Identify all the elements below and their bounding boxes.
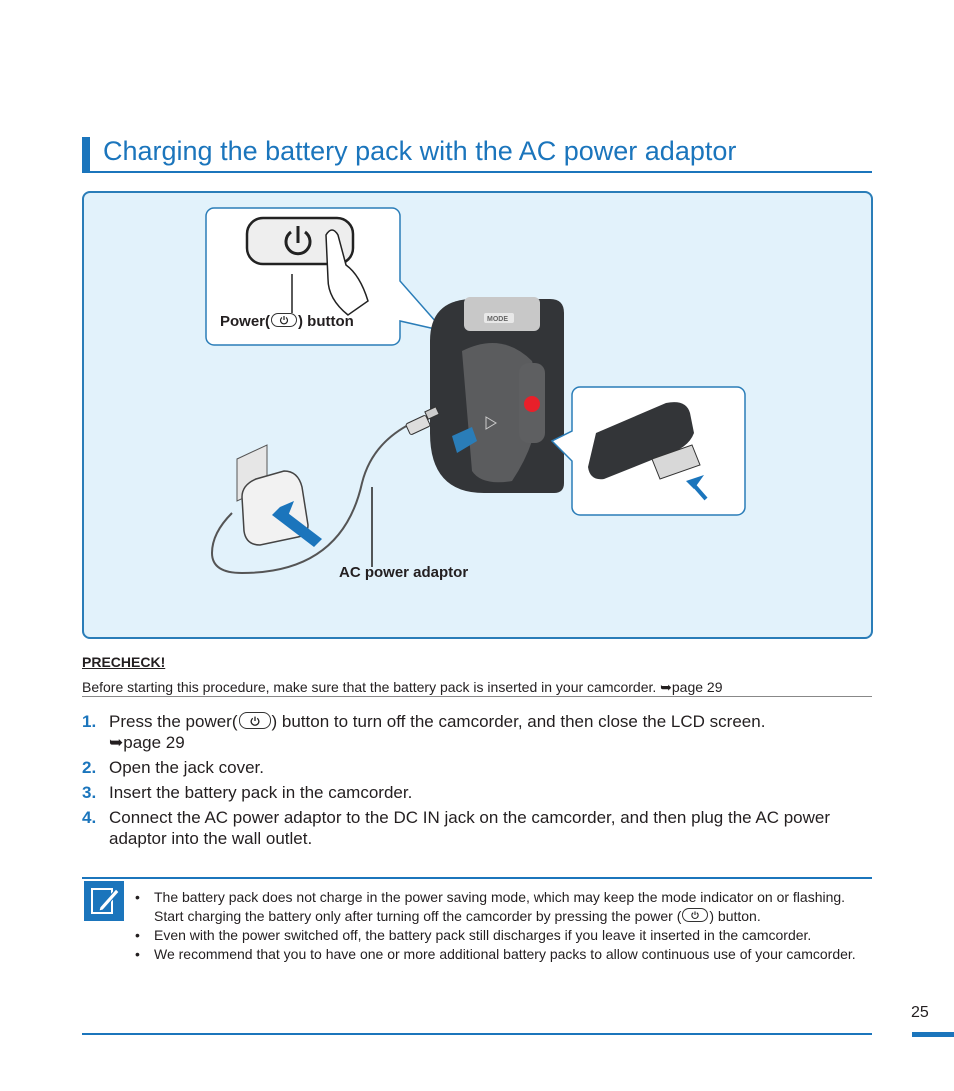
list-item: 4. Connect the AC power adaptor to the DC IN jack on the camcorder, and then plug the AC power adaptor into the wall outlet. xyxy=(82,808,831,848)
list-item: • We recommend that you to have one or more additional battery packs to allow continuous use of your camcorder. xyxy=(133,945,871,964)
charging-illustration xyxy=(82,191,872,637)
power-icon-inline xyxy=(271,313,297,327)
precheck-divider xyxy=(82,696,872,697)
notes-top-rule xyxy=(82,877,872,879)
notes-bottom-rule xyxy=(82,1033,872,1035)
list-item: 3. Insert the battery pack in the camcorder. xyxy=(82,783,413,802)
battery-inset-callout xyxy=(552,387,745,515)
power-icon-inline xyxy=(239,712,271,729)
steps-list xyxy=(82,711,872,853)
mode-label: MODE xyxy=(487,316,508,323)
ac-adaptor-icon xyxy=(237,445,322,547)
note-pencil-icon xyxy=(84,881,124,921)
page-reference: ➥page 29 xyxy=(109,733,185,752)
list-item: 1. Press the power( ) button to turn off the camcorder, and then close the LCD screen. ➥page 29 xyxy=(82,712,766,752)
camcorder-icon xyxy=(430,297,564,493)
page-title: Charging the battery pack with the AC power adaptor xyxy=(103,136,737,166)
list-item: • Even with the power switched off, the battery pack still discharges if you leave it inserted in the camcorder. xyxy=(133,926,871,945)
title-accent-bar xyxy=(82,137,90,171)
notes-list xyxy=(133,888,871,964)
list-item: • The battery pack does not charge in the power saving mode, which may keep the mode indicator on or flashing. Start charging the battery only after turning off the camcorder by pressing the power ( ) button. xyxy=(133,888,871,926)
page-number: 25 xyxy=(911,1004,929,1021)
list-item: 2. Open the jack cover. xyxy=(82,758,264,777)
title-underline xyxy=(82,171,872,173)
precheck-heading: PRECHECK! xyxy=(82,654,166,670)
power-button-label: Power( ) button xyxy=(220,313,354,330)
precheck-text: Before starting this procedure, make sure that the battery pack is inserted in your camcorder. ➥page 29 xyxy=(82,679,723,695)
power-icon-inline xyxy=(682,908,708,922)
ac-adaptor-label: AC power adaptor xyxy=(339,564,469,581)
record-indicator-icon xyxy=(524,396,540,412)
page-tab-marker xyxy=(912,1032,954,1037)
